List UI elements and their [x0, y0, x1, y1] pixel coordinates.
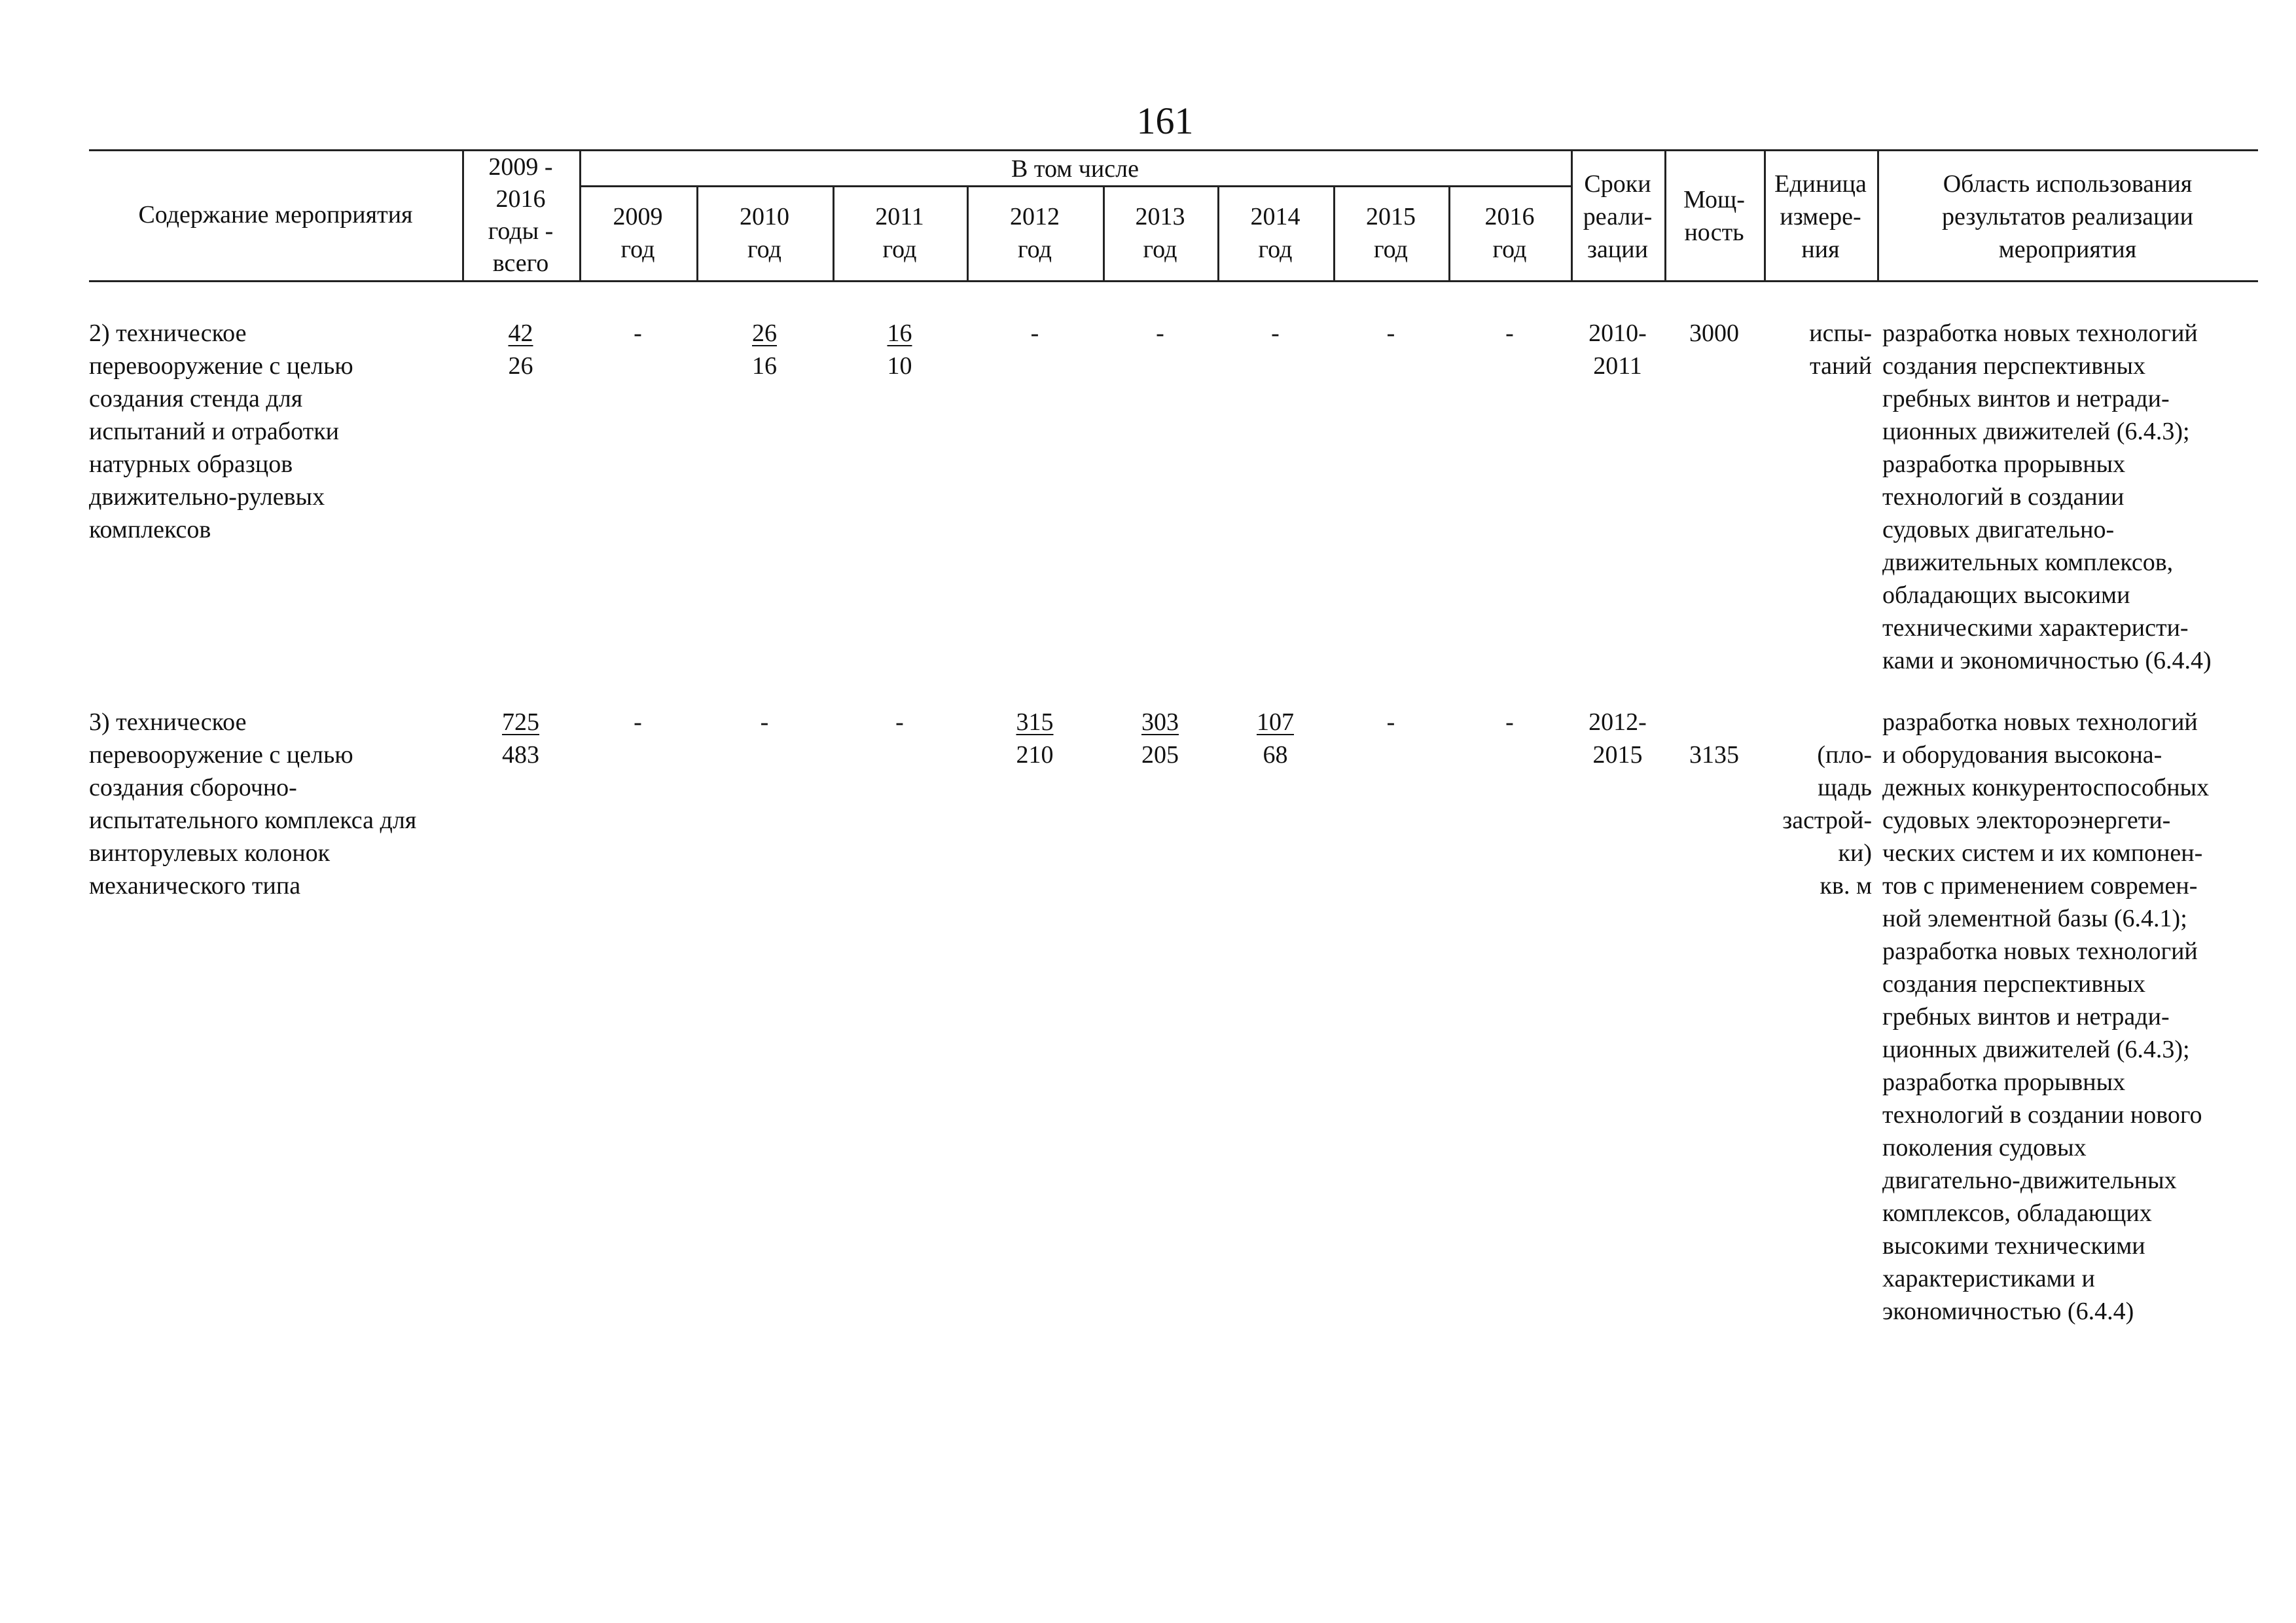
year-value: 26	[752, 319, 777, 347]
header-year-2012: 2012 год	[1010, 203, 1060, 263]
year-value-own: 68	[1263, 741, 1288, 769]
year-value: -	[1386, 708, 1395, 736]
row-terms: 2010- 2011	[1588, 319, 1647, 380]
header-content: Содержание мероприятия	[138, 201, 413, 228]
row-unit: (пло- щадь застрой- ки) кв. м	[1782, 741, 1872, 900]
header-year-2014: 2014 год	[1250, 203, 1300, 263]
row-terms: 2012- 2015	[1588, 708, 1647, 769]
year-value: -	[634, 319, 642, 347]
year-value: 107	[1257, 708, 1294, 736]
header-total: 2009 - 2016 годы - всего	[488, 153, 554, 277]
header-year-2015: 2015 год	[1366, 203, 1416, 263]
year-value-own: 10	[887, 352, 912, 380]
year-value: -	[1386, 319, 1395, 347]
year-value: 315	[1016, 708, 1054, 736]
header-terms: Сроки реали- зации	[1583, 170, 1653, 263]
header-year-2010: 2010 год	[740, 203, 789, 263]
total-value-own: 26	[508, 352, 533, 380]
row-content: 3) техническое перевооружение с целью создания сборочно- испытательного комплекса для винторулевых колонок механического типа	[89, 708, 417, 900]
row-area: разработка новых технологий создания перспективных гребных винтов и нетради- ционных движителей (6.4.3); разработка прорывных технологий в создании судовых двигательно- движительных комплексов, обладающих высокими техническими характеристи- ками и экономичностью (6.4.4)	[1882, 319, 2212, 674]
row-content: 2) техническое перевооружение с целью создания стенда для испытаний и отработки натурных образцов движительно-рулевых комплексов	[89, 319, 353, 543]
year-value: -	[1156, 319, 1164, 347]
header-area: Область использования результатов реализации мероприятия	[1942, 170, 2193, 263]
header-capacity: Мощ- ность	[1683, 186, 1745, 246]
year-value: -	[1505, 319, 1514, 347]
header-unit: Единица измере- ния	[1774, 170, 1867, 263]
row-area: разработка новых технологий и оборудования высоконa- дежных конкурентоспособных судовых электороэнергети- ческих систем и их компонен- тов с применением современ- ной элементной базы (6.4.1); разработка новых технологий создания перспективных гребных винтов и нетради- ционных движителей (6.4.3); разработка прорывных технологий в создании нового поколения судовых двигательно-движительных комплексов, обладающих высокими техническими характеристиками и экономичностью (6.4.4)	[1882, 708, 2210, 1325]
year-value: -	[1505, 708, 1514, 736]
year-value-own: 205	[1141, 741, 1179, 769]
page-number: 161	[1136, 100, 1194, 142]
years-header-rule	[579, 185, 1571, 187]
row-unit: испы- таний	[1809, 319, 1872, 380]
table-top-rule	[89, 149, 2258, 151]
total-value: 725	[502, 708, 539, 736]
year-value-own: 16	[752, 352, 777, 380]
year-value: -	[1271, 319, 1280, 347]
header-year-2009: 2009 год	[613, 203, 663, 263]
row-capacity: 3000	[1689, 319, 1739, 347]
year-value-own: 210	[1016, 741, 1054, 769]
header-year-2016: 2016 год	[1484, 203, 1535, 263]
total-value: 42	[508, 319, 533, 347]
year-value: -	[634, 708, 642, 736]
year-value: 16	[887, 319, 912, 347]
header-bottom-rule	[89, 280, 2258, 282]
year-value: -	[895, 708, 904, 736]
header-including: В том числе	[1011, 155, 1139, 183]
row-capacity: 3135	[1689, 741, 1739, 769]
header-year-2011: 2011 год	[875, 203, 924, 263]
year-value: 303	[1141, 708, 1179, 736]
total-value-own: 483	[502, 741, 539, 769]
year-value: -	[760, 708, 769, 736]
header-year-2013: 2013 год	[1135, 203, 1185, 263]
year-value: -	[1030, 319, 1039, 347]
